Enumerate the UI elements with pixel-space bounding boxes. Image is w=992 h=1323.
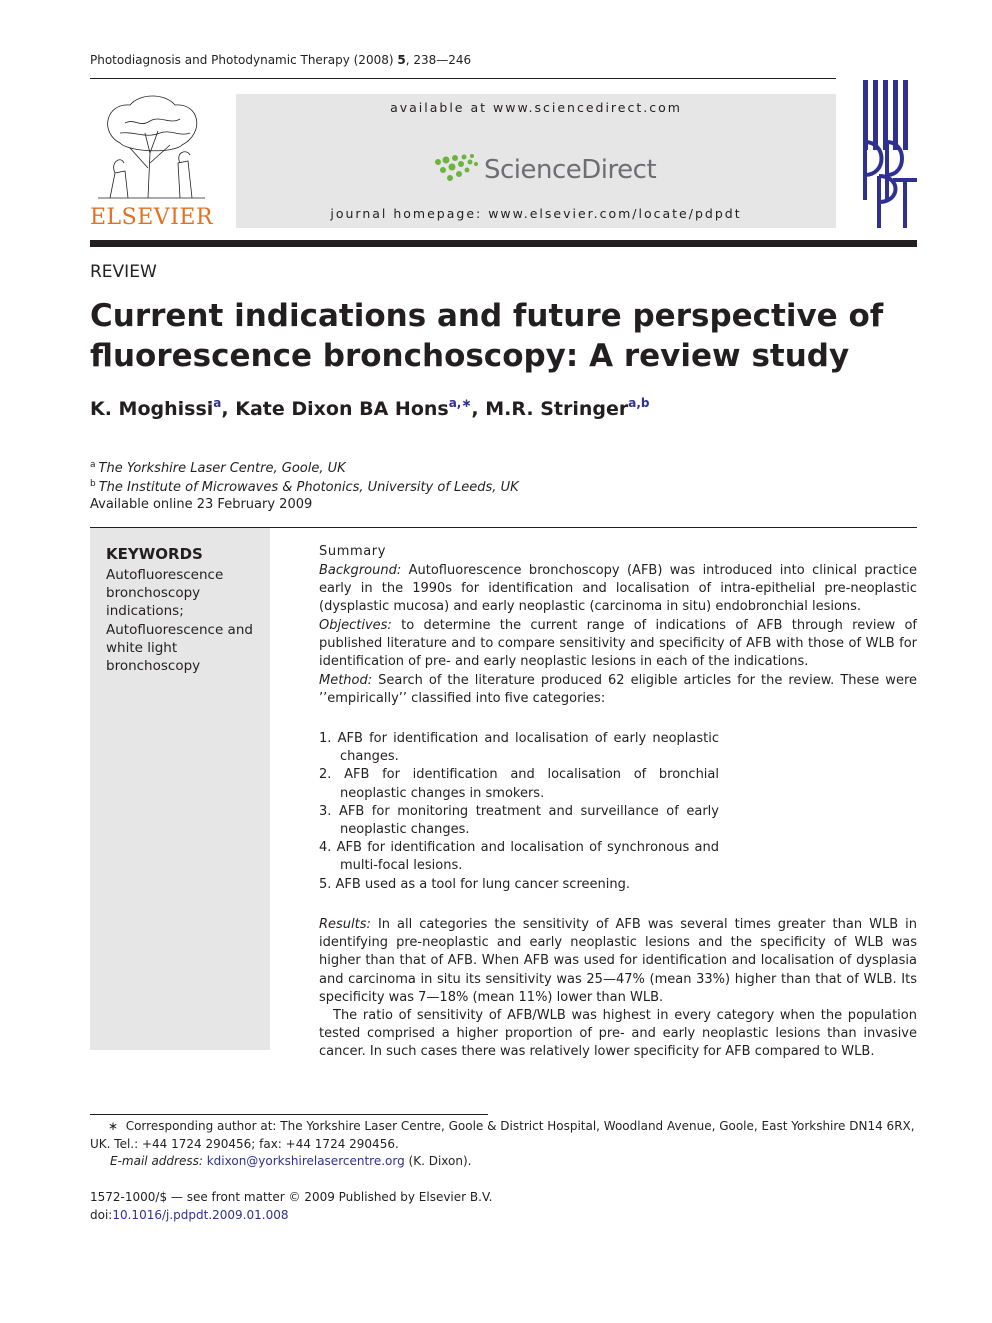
article-title: Current indications and future perspective of fluorescence bronchoscopy: A review study — [90, 298, 884, 374]
affiliation: $^a$ The Yorkshire Laser Centre, Goole, UK — [90, 460, 346, 476]
elsevier-wordmark: ELSEVIER — [90, 205, 214, 230]
summary-background: Background: Autofluorescence bronchoscopy (AFB) was introduced into clinical practice early in the 1990s for identification and localisation of intra-epithelial pre-neoplastic (dysplastic mucosa) and early neoplastic (carcinoma in situ) endobronchial lesions. — [319, 563, 917, 615]
corresponding-author-footnote: ∗ Corresponding author at: The Yorkshire Laser Centre, Goole & District Hospital, Woodland Avenue, Goole, East Yorkshire DN14 6RX, UK. Tel.: +44 1724 290456; fax: +44 1724 290456. E-mail address: kdixon@yorkshirelasercentre.org (K. Dixon). — [90, 1119, 915, 1168]
summary-objectives: Objectives: to determine the current range of indications of AFB through review of published literature and to compare sensitivity and specificity of AFB with those of WLB for identification of pre- and early neoplastic lesions in each of the indications. — [319, 618, 917, 670]
summary-method: Method: Search of the literature produced 62 eligible articles for the review. These were ’’empirically’’ classified into five categories: — [319, 673, 917, 707]
sciencedirect-url[interactable]: available at www.sciencedirect.com — [390, 100, 682, 115]
categories-list — [319, 730, 719, 894]
keyword-item: Autofluorescence and white light bronchoscopy — [106, 621, 253, 675]
list-item: 5. AFB used as a tool for lung cancer screening. — [319, 876, 630, 892]
author-list: K. Moghissi$^a$, Kate Dixon BA Hons$^{a,∗}$, M.R. Stringer$^{a,b}$ — [90, 396, 650, 420]
pdpdt-journal-logo — [857, 80, 919, 230]
list-item: 3. AFB for monitoring treatment and surveillance of early neoplastic changes. — [319, 803, 719, 838]
summary-heading: Summary — [319, 544, 387, 559]
copyright-block: 1572-1000/$ — see front matter © 2009 Published by Elsevier B.V. doi:10.1016/j.pdpdt.2009.01.008 — [90, 1190, 493, 1222]
author-affiliation-mark[interactable]: a,b — [628, 396, 650, 410]
author-email-link[interactable]: kdixon@yorkshirelasercentre.org — [206, 1154, 405, 1168]
list-item: 2. AFB for identification and localisation of bronchial neoplastic changes in smokers. — [319, 767, 719, 801]
journal-reference: Photodiagnosis and Photodynamic Therapy (2008) 5, 238—246 — [90, 53, 472, 67]
author-name[interactable]: Kate Dixon BA Hons — [235, 398, 449, 420]
elsevier-tree-icon — [90, 93, 212, 203]
available-online-date: Available online 23 February 2009 — [90, 497, 313, 512]
sciencedirect-logo[interactable]: ScienceDirect — [484, 155, 657, 185]
journal-homepage-url[interactable]: journal homepage: www.elsevier.com/locate/pdpdt — [330, 206, 742, 221]
summary-ratio: The ratio of sensitivity of AFB/WLB was highest in every category when the population tested comprised a higher proportion of pre- and early neoplastic lesions than invasive cancer. In such cases there was relatively lower specificity for AFB compared to WLB. — [319, 1008, 917, 1060]
author-name[interactable]: M.R. Stringer — [485, 398, 629, 420]
author-name[interactable]: K. Moghissi — [90, 398, 214, 420]
header-thick-rule — [90, 240, 917, 247]
author-affiliation-mark[interactable]: a,∗ — [448, 396, 472, 410]
keywords-list — [106, 566, 266, 675]
header-rule — [90, 78, 836, 79]
list-item: 4. AFB for identification and localisation of synchronous and multi-focal lesions. — [319, 840, 719, 874]
copyright-line: 1572-1000/$ — see front matter © 2009 Published by Elsevier B.V. — [90, 1190, 493, 1204]
list-item: 1. AFB for identification and localisation of early neoplastic changes. — [319, 731, 719, 765]
footnote-rule — [90, 1114, 488, 1115]
summary-results: Results: In all categories the sensitivity of AFB was several times greater than WLB in identifying pre-neoplastic and early neoplastic lesions and the specificity of WLB was higher than that of AFB. When AFB was used for identification and localisation of dysplasia and carcinoma in situ its sensitivity was 25—47% (mean 33%) higher than that of WLB. Its specificity was 7—18% (mean 11%) lower than WLB. — [319, 917, 917, 1005]
keywords-heading: KEYWORDS — [106, 545, 203, 563]
article-type: REVIEW — [90, 262, 157, 282]
author-affiliation-mark[interactable]: a — [213, 396, 222, 410]
keyword-item: Autofluorescence bronchoscopy indications; — [106, 567, 224, 620]
affiliation: $^b$ The Institute of Microwaves & Photonics, University of Leeds, UK — [90, 479, 519, 495]
doi-link[interactable]: 10.1016/j.pdpdt.2009.01.008 — [112, 1207, 289, 1222]
